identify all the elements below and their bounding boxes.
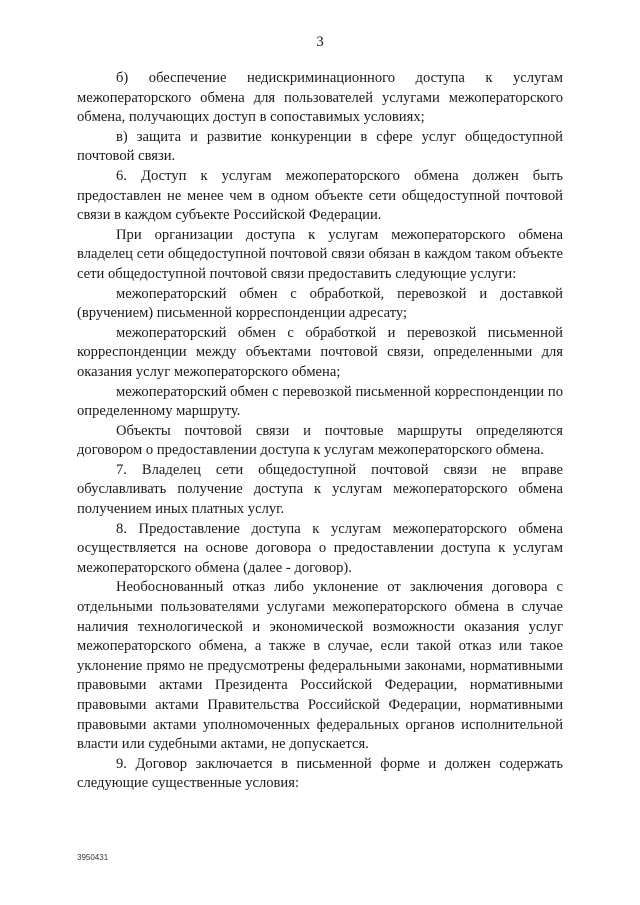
paragraph-9: 9. Договор заключается в письменной форме и должен содержать следующие существенные условия: xyxy=(77,755,563,792)
paragraph-b: б) обеспечение недискриминационного доступа к услугам межоператорского обмена для пользователей услугами межоператорского обмена, получающих доступ в сопоставимых условиях; xyxy=(77,70,563,126)
paragraph-objects: Объекты почтовой связи и почтовые маршруты определяются договором о предоставлении доступа к услугам межоператорского обмена. xyxy=(77,422,563,459)
page-number: 3 xyxy=(316,34,324,50)
paragraph-8: 8. Предоставление доступа к услугам межоператорского обмена осуществляется на основе договора о предоставлении доступа к услугам межоператорского обмена (далее - договор). xyxy=(77,520,563,576)
paragraph-refusal: Необоснованный отказ либо уклонение от заключения договора с отдельными пользователями услугами межоператорского обмена в случае наличия технологической и экономической возможности оказания услуг межоператорского обмена, а также в случае, если такой отказ или такое уклонение прямо не предусмотрены федеральными законами, нормативными правовыми актами Президента Российской Федерации, нормативными правовыми актами Правительства Российской Федерации, нормативными правовыми актами уполномоченных федеральных органов исполнительной власти или судебными актами, не допускается. xyxy=(77,579,563,753)
paragraph-service-1: межоператорский обмен с обработкой, перевозкой и доставкой (вручением) письменной корреспонденции адресату; xyxy=(77,285,563,322)
paragraph-service-3: межоператорский обмен с перевозкой письменной корреспонденции по определенному маршруту. xyxy=(77,383,563,420)
document-code: 3950431 xyxy=(77,853,109,862)
paragraph-6: 6. Доступ к услугам межоператорского обмена должен быть предоставлен не менее чем в одном объекте сети общедоступной почтовой связи в каждом субъекте Российской Федерации. xyxy=(77,167,563,224)
paragraph-7: 7. Владелец сети общедоступной почтовой связи не вправе обуславливать получение доступа к услугам межоператорского обмена получением иных платных услуг. xyxy=(77,461,563,518)
paragraph-service-2: межоператорский обмен с обработкой и перевозкой письменной корреспонденции между объектами почтовой связи, определенными для оказания услуг межоператорского обмена; xyxy=(77,324,563,380)
paragraph-v: в) защита и развитие конкуренции в сфере услуг общедоступной почтовой связи. xyxy=(77,128,563,165)
paragraph-6-access: При организации доступа к услугам межоператорского обмена владелец сети общедоступной почтовой связи обязан в каждом таком объекте сети общедоступной почтовой связи предоставить следующие услуги: xyxy=(77,226,563,282)
document-body xyxy=(77,69,563,794)
